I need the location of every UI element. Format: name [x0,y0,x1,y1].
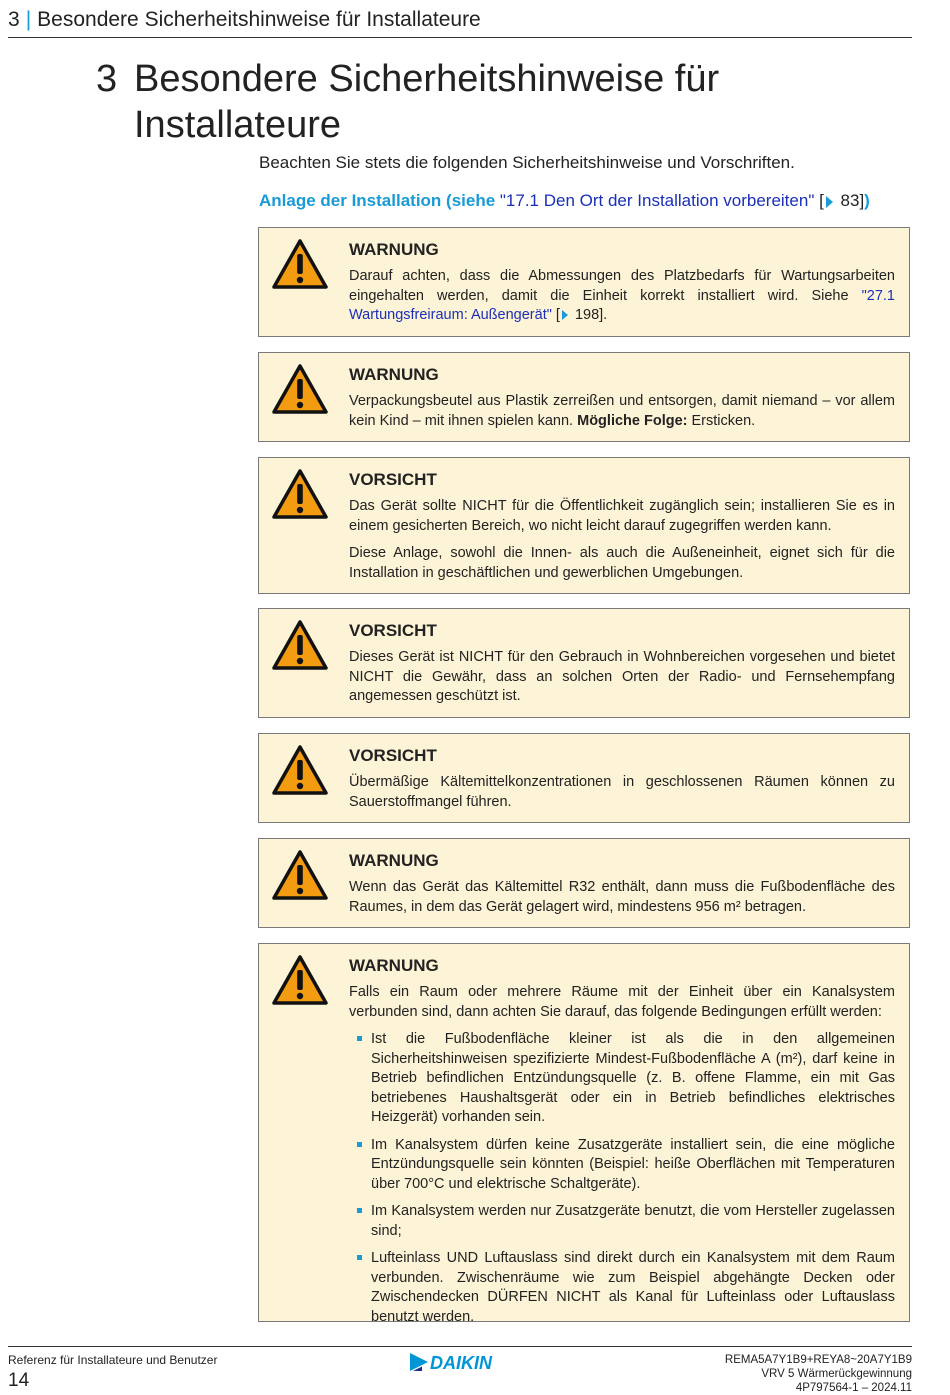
warning-triangle-icon [271,954,329,1006]
warning-triangle-icon [271,238,329,290]
footer-divider [8,1346,912,1347]
box-text: Diese Anlage, sowohl die Innen- als auch die Außeneinheit, eignet sich für die Installation in geschäftlichen und gewerblichen Umgebungen. [349,545,895,581]
box-text [349,267,895,326]
box-text-main: Verpackungsbeutel aus Plastik zerreißen und entsorgen, damit niemand – vor allem kein Kind – mit ihnen spielen kann. [349,393,895,429]
footer-doc-id: 4P797564-1 – 2024.11 [795,1382,912,1394]
list-item-text: Ist die Fußbodenfläche kleiner ist als die in den allgemeinen Sicherheitshinweisen spezifizierte Mindest-Fußbodenfläche A (m²), darf keine in Betrieb befindlichen Entzündungsquelle (z. B. offene Flamme, ein mit Gas betriebenes Haushaltsgerät oder ein in Betrieb befindliches elektrisches Heizgerät) vorhanden sein. [371,1031,895,1125]
header-separator: | [25,8,32,31]
box-title: VORSICHT [349,470,437,489]
footer-model: REMA5A7Y1B9+REYA8~20A7Y1B9 [724,1354,912,1366]
page-ref: 83] [835,191,865,210]
warning-triangle-icon [271,363,329,415]
list-item [349,1202,895,1241]
box-title: WARNUNG [349,365,439,384]
subheading-close: ) [864,191,870,210]
warning-box [258,838,910,928]
page-ref-open: [ [814,191,824,210]
warning-box [258,352,910,442]
bullet-icon [357,1036,362,1041]
installation-site-link[interactable]: "17.1 Den Ort der Installation vorbereiten" [499,191,815,210]
triangle-right-icon [826,196,833,208]
triangle-right-icon [562,310,568,320]
running-header [8,6,912,38]
list-item [349,1030,895,1128]
box-title: VORSICHT [349,746,437,765]
box-title: VORSICHT [349,621,437,640]
box-text: Übermäßige Kältemittelkonzentrationen in geschlossenen Räumen können zu Sauerstoffmangel führen. [349,774,895,810]
warning-triangle-icon [271,619,329,671]
list-item [349,1136,895,1195]
box-text: Dieses Gerät ist NICHT für den Gebrauch in Wohnbereichen vorgesehen und bietet NICHT die Gewähr, dass an solchen Orten der Radio- und Fernsehempfang angemessen geschützt ist. [349,649,895,704]
service-space-link[interactable]: "27.1 Wartungsfreiraum: Außengerät" [349,287,895,323]
box-text-main: Darauf achten, dass die Abmessungen des Platzbedarfs für Wartungsarbeiten eingehalten werden, damit die Einheit korrekt installiert wird. Siehe [349,268,895,304]
box-title: WARNUNG [349,240,439,259]
svg-text:DAIKIN: DAIKIN [430,1353,492,1373]
footer-product-info [725,1353,912,1395]
bullet-icon [357,1255,362,1260]
caution-box [258,733,910,823]
header-title: Besondere Sicherheitshinweise für Installateure [37,8,481,31]
box-title: WARNUNG [349,956,439,975]
consequence-label: Mögliche Folge: [577,412,688,429]
consequence-text: Ersticken. [687,412,756,429]
list-item-text: Im Kanalsystem dürfen keine Zusatzgeräte installiert sein, die eine mögliche Entzündungsquelle sein könnten (Beispiel: heiße Oberflächen mit Temperaturen über 700°C und elektrische Schaltgeräte). [371,1136,895,1192]
footer-document-title: Referenz für Installateure und Benutzer [8,1353,218,1367]
section-subheading [259,190,909,212]
intro-text: Beachten Sie stets die folgenden Sicherheitshinweise und Vorschriften. [259,153,795,172]
box-text: Wenn das Gerät das Kältemittel R32 enthält, dann muss die Fußbodenfläche des Raumes, in dem das Gerät gelagert wird, mindestens 956 m² betragen. [349,879,895,915]
bullet-icon [357,1208,362,1213]
list-item-text: Im Kanalsystem werden nur Zusatzgeräte benutzt, die vom Hersteller zugelassen sind; [371,1203,895,1239]
condition-list [349,1030,895,1327]
footer-series: VRV 5 Wärmerückgewinnung [761,1368,912,1380]
box-title: WARNUNG [349,851,439,870]
chapter-heading [96,56,876,148]
list-item [349,1249,895,1327]
box-text [349,392,895,431]
bullet-icon [357,1142,362,1147]
warning-triangle-icon [271,744,329,796]
caution-box [258,457,910,594]
caution-box [258,608,910,718]
warning-triangle-icon [271,849,329,901]
page-ref-open: [ [551,307,560,323]
daikin-logo [408,1351,512,1373]
chapter-number: 3 [96,58,118,100]
warning-triangle-icon [271,468,329,520]
warning-box [258,943,910,1325]
box-text: Das Gerät sollte NICHT für die Öffentlichkeit zugänglich sein; installieren Sie es in einem gesicherten Bereich, wo nicht leicht darauf zugegriffen werden kann. [349,498,895,534]
page-number: 14 [8,1370,30,1391]
header-chapter-number: 3 [8,8,20,31]
page-ref: 198]. [570,307,608,323]
box-text: Falls ein Raum oder mehrere Räume mit der Einheit über ein Kanalsystem verbunden sind, dann achten Sie darauf, das folgende Bedingungen erfüllt werden: [349,984,895,1020]
list-item-text: Lufteinlass UND Luftauslass sind direkt durch ein Kanalsystem mit dem Raum verbunden. Zwischenräume wie zum Beispiel abgehängte Decken oder Zwischendecken DÜRFEN NICHT als Kanal für Lufteinlass oder Luftauslass benutzt werden. [371,1250,895,1325]
warning-box [258,227,910,337]
subheading-text: Anlage der Installation (siehe [259,191,500,210]
chapter-title: Besondere Sicherheitshinweise für Installateure [134,58,720,146]
